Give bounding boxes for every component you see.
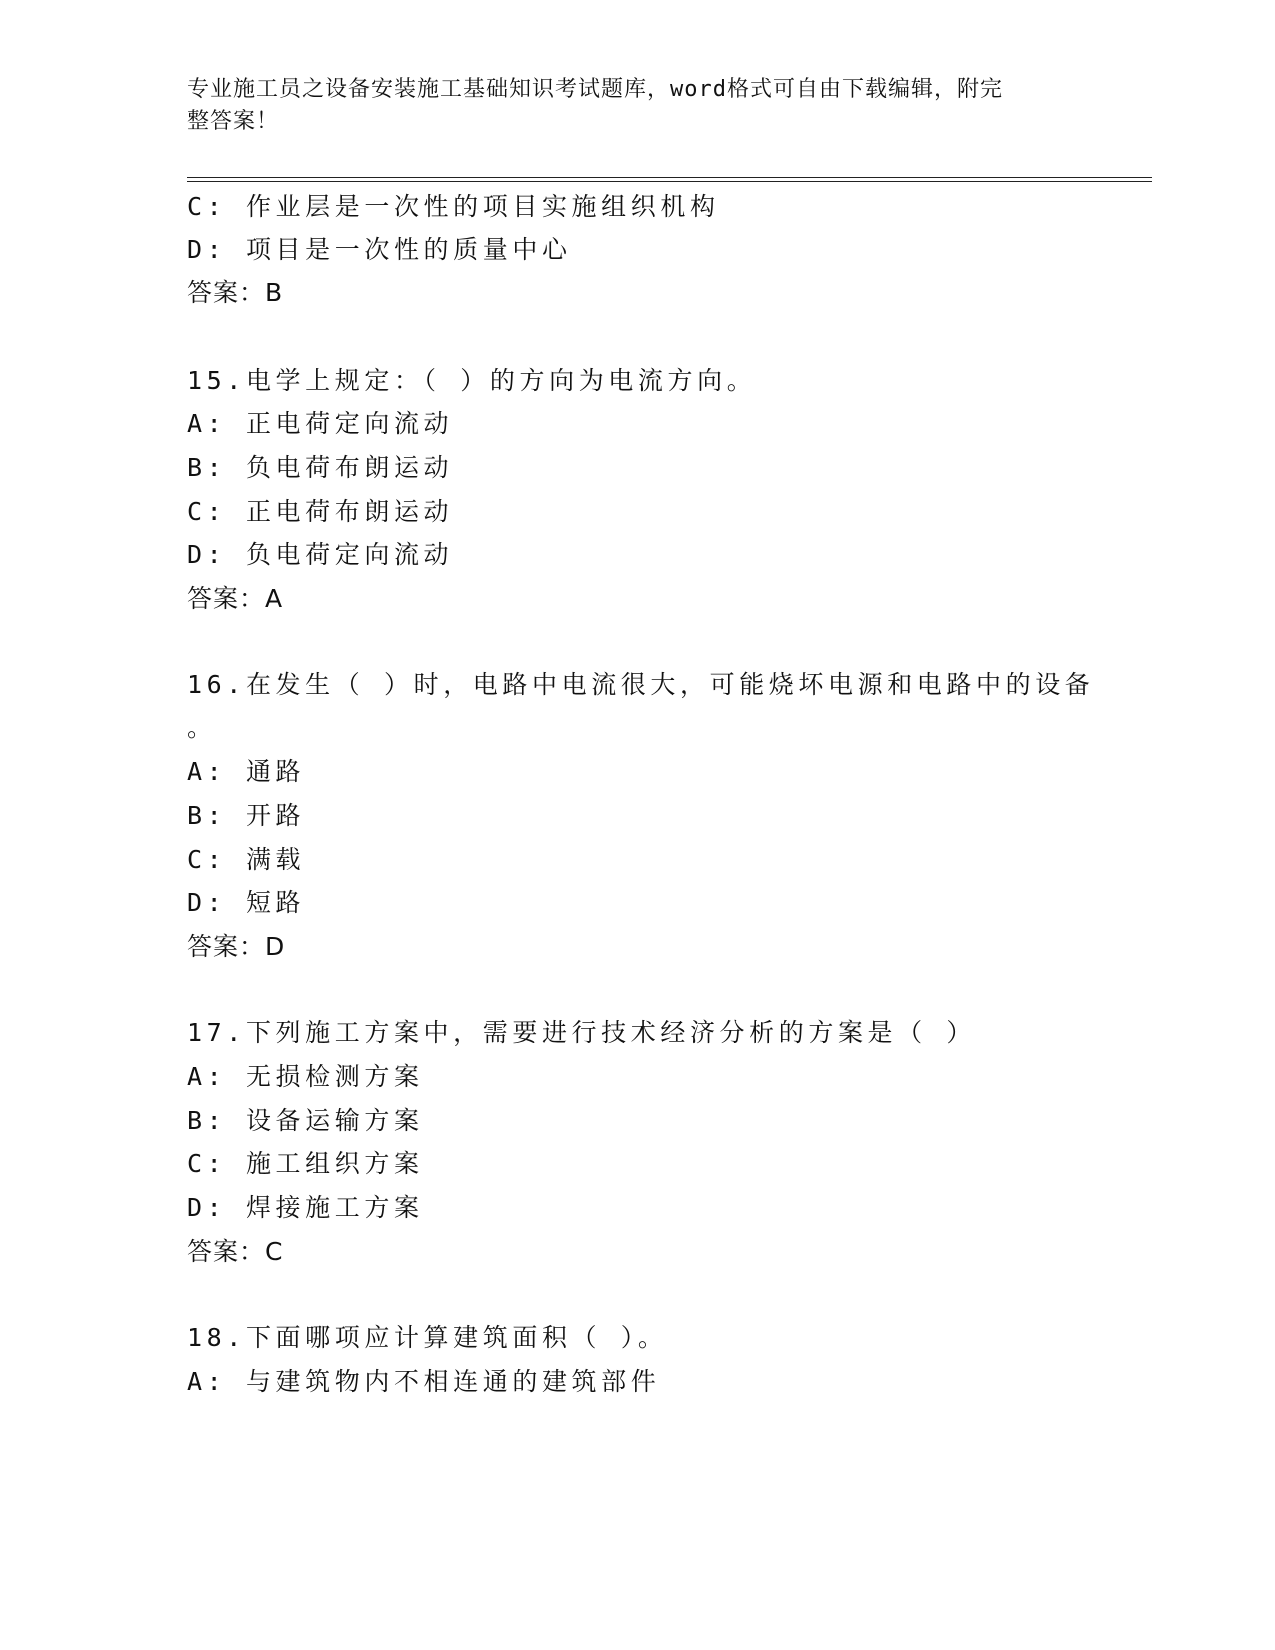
question-15-option-b: B: 负电荷布朗运动 — [187, 453, 454, 482]
question-17-option-d: D: 焊接施工方案 — [187, 1193, 424, 1222]
question-16-answer: 答案：D — [187, 932, 286, 961]
question-15-option-c: C: 正电荷布朗运动 — [187, 497, 454, 526]
page-header — [187, 74, 1067, 138]
question-15-option-d: D: 负电荷定向流动 — [187, 540, 454, 569]
question-17-option-c: C: 施工组织方案 — [187, 1149, 424, 1178]
option-d: D: 项目是一次性的质量中心 — [187, 235, 572, 264]
question-16-stem-continued: 。 — [187, 713, 217, 742]
question-18-stem: 18.下面哪项应计算建筑面积（ ）。 — [187, 1323, 668, 1352]
question-17-option-a: A: 无损检测方案 — [187, 1062, 424, 1091]
question-16-option-c: C: 满载 — [187, 845, 306, 874]
answer-line: 答案：B — [187, 278, 284, 307]
question-16-option-a: A: 通路 — [187, 757, 306, 786]
header-divider-second — [187, 181, 1152, 182]
question-17-stem: 17.下列施工方案中，需要进行技术经济分析的方案是（ ） — [187, 1018, 977, 1047]
question-17-answer: 答案：C — [187, 1237, 284, 1266]
question-15-answer: 答案：A — [187, 584, 284, 613]
question-15-stem: 15.电学上规定：（ ）的方向为电流方向。 — [187, 366, 757, 395]
option-c: C: 作业层是一次性的项目实施组织机构 — [187, 192, 720, 221]
header-line-2: 整答案！ — [187, 109, 280, 134]
header-line-1: 专业施工员之设备安装施工基础知识考试题库，word格式可自由下载编辑，附完 — [187, 77, 1003, 102]
question-18-option-a: A: 与建筑物内不相连通的建筑部件 — [187, 1367, 661, 1396]
question-16-stem: 16.在发生（ ）时，电路中电流很大，可能烧坏电源和电路中的设备 — [187, 670, 1095, 699]
question-17-option-b: B: 设备运输方案 — [187, 1106, 424, 1135]
question-15-option-a: A: 正电荷定向流动 — [187, 409, 454, 438]
header-divider — [187, 177, 1152, 178]
question-16-option-b: B: 开路 — [187, 801, 306, 830]
question-16-option-d: D: 短路 — [187, 888, 306, 917]
